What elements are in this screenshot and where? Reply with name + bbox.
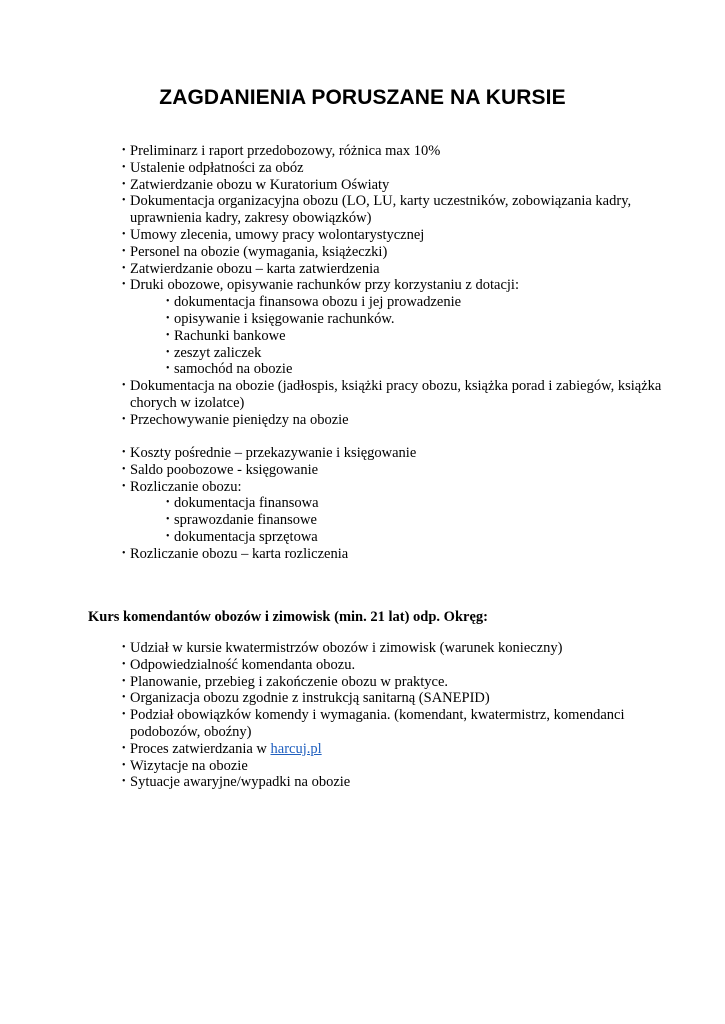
bullet-icon: • — [122, 709, 126, 721]
list-item: • Koszty pośrednie – przekazywanie i księgowanie — [122, 445, 417, 461]
list-item: • Dokumentacja organizacyjna obozu (LO, LU, karty uczestników, zobowiązania kadry, uprawnienia kadry, zakresy obowiązków) — [122, 193, 632, 227]
bullet-icon: • — [122, 742, 126, 754]
topics-list-2 — [122, 445, 662, 563]
list-item: • Podział obowiązków komendy i wymagania. (komendant, kwatermistrz, komendanci podobozów, oboźny) — [122, 707, 625, 740]
bullet-icon: • — [122, 658, 126, 670]
sub-list-item: • samochód na obozie — [166, 361, 293, 378]
page-title: ZAGDANIENIA PORUSZANE NA KURSIE — [159, 86, 566, 109]
sub-list-item: • dokumentacja finansowa obozu i jej prowadzenie — [166, 294, 462, 311]
bullet-icon: • — [122, 642, 126, 653]
sub-list-item: • Rachunki bankowe — [166, 327, 286, 344]
topics-list-1 — [122, 143, 662, 429]
bullet-icon: • — [122, 245, 126, 257]
list-item: • Druki obozowe, opisywanie rachunków przy korzystaniu z dotacji: — [122, 277, 519, 294]
bullet-icon: • — [122, 759, 126, 771]
list-item: • Zatwierdzanie obozu w Kuratorium Oświaty — [122, 176, 390, 193]
bullet-icon: • — [122, 447, 126, 458]
sub-list-item: • zeszyt zaliczek — [166, 344, 262, 361]
bullet-icon: • — [122, 161, 126, 173]
list-item: • Rozliczanie obozu – karta rozliczenia — [122, 545, 349, 562]
section-heading: Kurs komendantów obozów i zimowisk (min. 21 lat) odp. Okręg: — [88, 609, 488, 625]
list-item: • Odpowiedzialność komendanta obozu. — [122, 656, 356, 673]
list-item: • Ustalenie odpłatności za obóz — [122, 159, 304, 176]
bullet-icon: • — [122, 195, 126, 207]
bullet-icon: • — [166, 497, 170, 509]
list-item: • Rozliczanie obozu: — [122, 478, 242, 495]
bullet-icon: • — [122, 776, 126, 788]
list-item: • Organizacja obozu zgodnie z instrukcją sanitarną (SANEPID) — [122, 690, 490, 707]
bullet-icon: • — [166, 530, 170, 542]
bullet-icon: • — [122, 463, 126, 475]
bullet-icon: • — [166, 312, 170, 324]
bullet-icon: • — [122, 692, 126, 704]
bullet-icon: • — [122, 480, 126, 492]
bullet-icon: • — [122, 675, 126, 687]
list-item: • Sytuacje awaryjne/wypadki na obozie — [122, 774, 351, 791]
list-item: • Zatwierdzanie obozu – karta zatwierdzenia — [122, 260, 380, 277]
bullet-icon: • — [122, 279, 126, 291]
list-item: • Umowy zlecenia, umowy pracy wolontarystycznej — [122, 226, 425, 243]
bullet-icon: • — [122, 228, 126, 240]
sub-list-item: • opisywanie i księgowanie rachunków. — [166, 310, 395, 327]
bullet-icon: • — [122, 145, 126, 156]
sub-list-item: • sprawozdanie finansowe — [166, 512, 317, 529]
list-item: • Planowanie, przebieg i zakończenie obozu w praktyce. — [122, 673, 449, 690]
bullet-icon: • — [122, 262, 126, 274]
bullet-icon: • — [122, 547, 126, 559]
list-item: • Preliminarz i raport przedobozowy, różnica max 10% — [122, 143, 441, 159]
list-item: • Proces zatwierdzania w harcuj.pl — [122, 740, 322, 757]
list-item: • Wizytacje na obozie — [122, 757, 248, 774]
list-item: • Saldo poobozowe - księgowanie — [122, 461, 319, 478]
list-item: • Dokumentacja na obozie (jadłospis, książki pracy obozu, książka porad i zabiegów, książka chorych w izolatce) — [122, 378, 662, 411]
bullet-icon: • — [122, 178, 126, 190]
list-item: • Przechowywanie pieniędzy na obozie — [122, 411, 349, 428]
bullet-icon: • — [122, 380, 126, 392]
bullet-icon: • — [122, 413, 126, 425]
bullet-icon: • — [166, 363, 170, 375]
harcuj-link[interactable]: harcuj.pl — [270, 740, 322, 757]
bullet-icon: • — [166, 329, 170, 341]
sub-list-item: • dokumentacja sprzętowa — [166, 528, 318, 545]
list-item: • Personel na obozie (wymagania, książeczki) — [122, 243, 388, 260]
sub-list-item: • dokumentacja finansowa — [166, 495, 319, 512]
topics-list-3 — [122, 640, 662, 791]
bullet-icon: • — [166, 296, 170, 308]
list-item: • Udział w kursie kwatermistrzów obozów i zimowisk (warunek konieczny) — [122, 640, 563, 656]
bullet-icon: • — [166, 346, 170, 358]
bullet-icon: • — [166, 514, 170, 526]
